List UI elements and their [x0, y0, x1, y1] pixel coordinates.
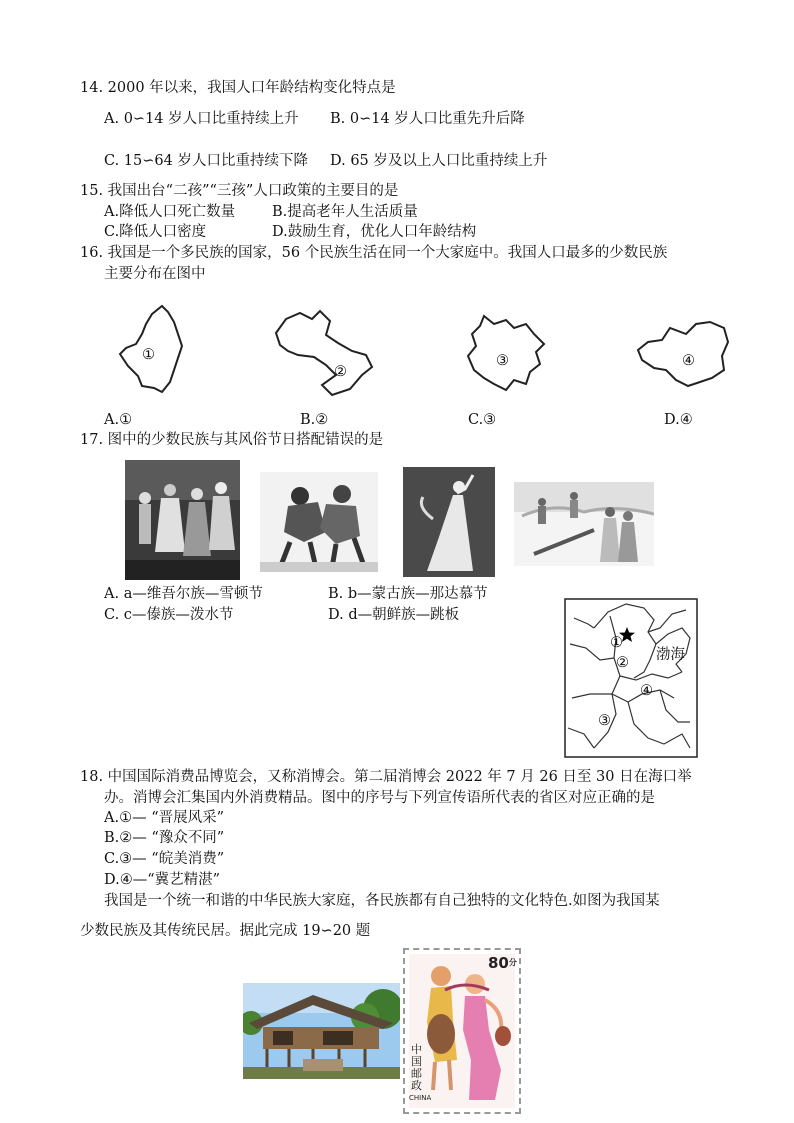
- province-mark-4: ④: [682, 353, 695, 369]
- photo-a-dancers: [125, 460, 240, 580]
- q14-option-d: D. 65 岁及以上人口比重持续上升: [330, 153, 548, 169]
- province-outline-1: [112, 302, 212, 398]
- q17-option-d: D. d—朝鲜族—跳板: [328, 607, 460, 623]
- q16-option-a: A.①: [104, 412, 133, 428]
- intro-line1: 我国是一个统一和谐的中华民族大家庭，各民族都有自己独特的文化特色.如图为我国某: [104, 893, 660, 909]
- q16-option-d: D.④: [664, 412, 693, 428]
- q16-stem-line1: 16. 我国是一个多民族的国家，56 个民族生活在同一个大家庭中。我国人口最多的少数民族: [80, 245, 668, 261]
- q17-option-a: A. a—维吾尔族—雪顿节: [104, 586, 263, 602]
- photo-d-seesaw: [514, 482, 654, 566]
- q15-option-b: B.提高老年人生活质量: [272, 204, 418, 220]
- q16-option-c: C.③: [468, 412, 497, 428]
- q18-stem-line2: 办。消博会汇集国内外消费精品。图中的序号与下列宣传语所代表的省区对应正确的是: [104, 790, 655, 806]
- stamp-country: CHINA: [409, 1094, 432, 1102]
- q17-option-b: B. b—蒙古族—那达慕节: [328, 586, 488, 602]
- map-mark-4: ④: [640, 683, 653, 699]
- intro-line2: 少数民族及其传统民居。据此完成 19∽20 题: [80, 923, 371, 939]
- q15-option-d: D.鼓励生育，优化人口年龄结构: [272, 224, 477, 240]
- q17-option-c: C. c—傣族—泼水节: [104, 607, 234, 623]
- province-outline-3: [460, 310, 550, 396]
- q16-stem-line2: 主要分布在图中: [104, 266, 206, 282]
- province-mark-2: ②: [334, 364, 347, 380]
- q14-option-c: C. 15∽64 岁人口比重持续下降: [104, 153, 308, 169]
- stamp-value: [488, 954, 517, 972]
- stilt-house-photo: [243, 983, 400, 1079]
- map-mark-1: ①: [610, 635, 623, 651]
- q15-option-a: A.降低人口死亡数量: [104, 204, 236, 220]
- q14-option-a: A. 0∽14 岁人口比重持续上升: [104, 111, 299, 127]
- province-map: [564, 598, 698, 758]
- stamp-value-number: 80: [488, 954, 509, 972]
- map-mark-3: ③: [598, 713, 611, 729]
- q15-option-c: C.降低人口密度: [104, 224, 207, 240]
- map-bohai-label: 渤海: [656, 647, 685, 663]
- map-mark-2: ②: [616, 655, 629, 671]
- dai-stamp: [403, 948, 521, 1114]
- q18-option-c: C.③— “皖美消费”: [104, 851, 225, 867]
- photo-b-wrestlers: [260, 472, 378, 572]
- q18-option-a: A.①— “晋展风采”: [104, 810, 225, 826]
- stamp-value-unit: 分: [508, 958, 517, 967]
- stamp-china-post: 中国邮政: [411, 1043, 422, 1092]
- q14-stem: 14. 2000 年以来，我国人口年龄结构变化特点是: [80, 80, 396, 96]
- q16-option-b: B.②: [300, 412, 329, 428]
- photo-c-dancer: [403, 467, 495, 577]
- province-outline-2: [266, 305, 386, 397]
- q14-option-b: B. 0∽14 岁人口比重先升后降: [330, 111, 525, 127]
- province-outline-4: [630, 316, 732, 392]
- province-mark-1: ①: [142, 347, 155, 363]
- province-mark-3: ③: [496, 353, 509, 369]
- q18-stem-line1: 18. 中国国际消费品博览会，又称消博会。第二届消博会 2022 年 7 月 26 日至 30 日在海口举: [80, 769, 692, 785]
- q15-stem: 15. 我国出台“二孩”“三孩”人口政策的主要目的是: [80, 183, 399, 199]
- q17-stem: 17. 图中的少数民族与其风俗节日搭配错误的是: [80, 432, 384, 448]
- q18-option-d: D.④—“冀艺精湛”: [104, 872, 221, 888]
- q18-option-b: B.②— “豫众不同”: [104, 830, 225, 846]
